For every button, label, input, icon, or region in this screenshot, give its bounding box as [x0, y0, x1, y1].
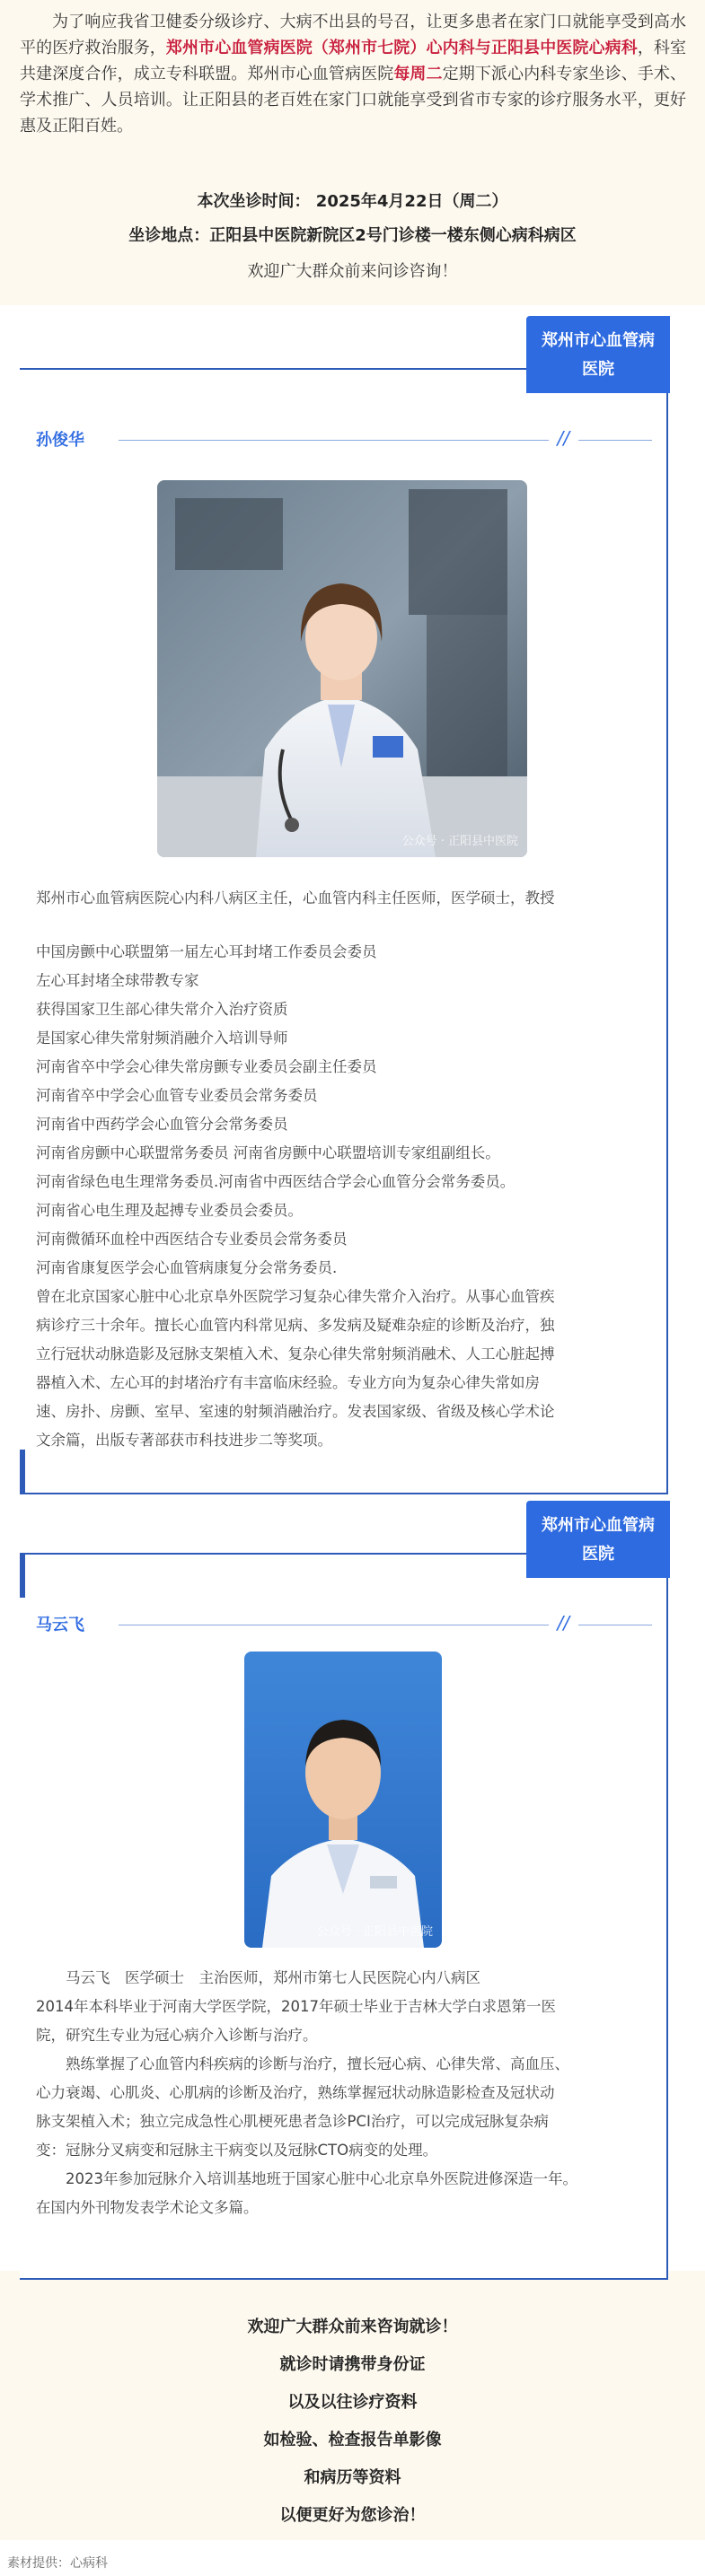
- bio-line: 心力衰竭、心肌炎、心肌病的诊断及治疗，熟练掌握冠状动脉造影检查及冠状动: [36, 2084, 555, 2101]
- hospital-tab-line1: 郑州市心血管病: [542, 1516, 655, 1535]
- doctor-name: 马云飞: [36, 1616, 84, 1634]
- section-left-marker: [20, 1553, 25, 1598]
- bio-line: 河南省心电生理及起搏专业委员会委员。: [36, 1202, 303, 1219]
- hospital-tab: [526, 1501, 670, 1578]
- bio-line: 中国房颤中心联盟第一届左心耳封堵工作委员会委员: [36, 943, 377, 960]
- divider-slash: //: [549, 1612, 578, 1634]
- doctor-section-ma: [20, 1516, 668, 2280]
- closing-line: 如检验、检查报告单影像: [263, 2431, 442, 2449]
- bio-line: 河南省中西药学会心血管分会常务委员: [36, 1116, 288, 1133]
- intro-text-1: 为了响应我省卫健委分级诊疗、大病不出县的号召，让更多患者在家门口就能享受到高水平的医疗救治服务，: [20, 13, 686, 57]
- doctor-portrait-image: [244, 1652, 442, 1948]
- bio-line: 变：冠脉分叉病变和冠脉主干病变以及冠脉CTO病变的处理。: [36, 2142, 438, 2159]
- closing-line: 就诊时请携带身份证: [279, 2355, 426, 2374]
- closing-message: [0, 2309, 705, 2535]
- photo-watermark: 公众号 · 正阳县中医院: [316, 1925, 433, 1939]
- bio-line: 2014年本科毕业于河南大学医学院，2017年硕士毕业于吉林大学白求恩第一医: [36, 1998, 556, 2015]
- hospital-tab-line2: 医院: [582, 1545, 614, 1564]
- hospital-tab-line1: 郑州市心血管病: [542, 331, 655, 350]
- bio-line: 马云飞 医学硕士 主治医师，郑州市第七人民医院心内八病区: [36, 1969, 480, 1986]
- bio-line: 左心耳封堵全球带教专家: [36, 972, 199, 989]
- intro-text-2: ，科室共建深度合作，成立专科联盟。郑州市心血管病医院: [20, 39, 687, 83]
- closing-line: 以便更好为您诊治！: [279, 2506, 426, 2525]
- closing-line: 和病历等资料: [304, 2468, 401, 2487]
- bio-line: 郑州市心血管病医院心内科八病区主任，心血管内科主任医师，医学硕士，教授: [36, 889, 555, 907]
- bio-line: 速、房扑、房颤、室早、室速的射频消融治疗。发表国家级、省级及核心学术论: [36, 1403, 555, 1420]
- source-credit: 素材提供：心病科: [7, 2556, 108, 2571]
- intro-text-3: 定期下派心内科专家坐诊、手术、学术推广、人员培训。让正阳县的老百姓在家门口就能享受到省市专家的诊疗服务水平，更好惠及正阳百姓。: [20, 65, 687, 136]
- doctor-bio-sun: [36, 884, 656, 1455]
- doctor-bio-ma: [36, 1964, 656, 2222]
- bio-line: 曾在北京国家心脏中心北京阜外医院学习复杂心律失常介入治疗。从事心血管疾: [36, 1288, 555, 1305]
- photo-watermark: 公众号 · 正阳县中医院: [401, 835, 518, 848]
- bio-line: 河南省卒中学会心律失常房颤专业委员会副主任委员: [36, 1058, 377, 1075]
- bio-line: 河南省房颤中心联盟常务委员 河南省房颤中心联盟培训专家组副组长。: [36, 1144, 500, 1161]
- bio-line: 河南省卒中学会心血管专业委员会常务委员: [36, 1087, 318, 1104]
- bio-line: 立行冠状动脉造影及冠脉支架植入术、复杂心律失常射频消融术、人工心脏起搏: [36, 1345, 555, 1362]
- closing-line: 以及以往诊疗资料: [287, 2393, 418, 2412]
- intro-highlight-tuesday: 每周二: [393, 65, 443, 83]
- bio-line: 河南省绿色电生理常务委员.河南省中西医结合学会心血管分会常务委员。: [36, 1173, 516, 1190]
- visit-place: 坐诊地点：正阳县中医院新院区2号门诊楼一楼东侧心病科病区: [128, 226, 577, 245]
- doctor-section-sun: [20, 331, 668, 1494]
- bio-line: 是国家心律失常射频消融介入培训导师: [36, 1030, 288, 1047]
- doctor-photo-ma: [244, 1652, 442, 1948]
- bio-line: 病诊疗三十余年。擅长心血管内科常见病、多发病及疑难杂症的诊断及治疗，独: [36, 1317, 555, 1334]
- bio-line: 院，研究生专业为冠心病介入诊断与治疗。: [36, 2027, 318, 2044]
- bio-gap: [36, 913, 656, 938]
- bio-line: 在国内外刊物发表学术论文多篇。: [36, 2199, 259, 2216]
- doctor-name: 孙俊华: [36, 431, 84, 450]
- intro-paragraph: [20, 9, 686, 139]
- bio-line: 2023年参加冠脉介入培训基地班于国家心脏中心北京阜外医院进修深造一年。: [36, 2170, 577, 2187]
- intro-highlight-hospitals: 郑州市心血管病医院（郑州市七院）心内科与正阳县中医院心病科: [165, 39, 638, 57]
- divider-slash: //: [549, 427, 578, 449]
- hospital-tab-line2: 医院: [582, 360, 614, 379]
- bio-line: 获得国家卫生部心律失常介入治疗资质: [36, 1001, 288, 1018]
- hospital-tab: [526, 316, 670, 393]
- bio-line: 文余篇，出版专著部获市科技进步二等奖项。: [36, 1432, 332, 1449]
- bio-line: 脉支架植入术；独立完成急性心肌梗死患者急诊PCI治疗，可以完成冠脉复杂病: [36, 2113, 549, 2130]
- doctor-photo-sun: [157, 480, 527, 857]
- section-left-marker: [20, 1450, 25, 1494]
- bio-line: 河南省康复医学会心血管病康复分会常务委员.: [36, 1259, 338, 1276]
- closing-line: 欢迎广大群众前来咨询就诊！: [247, 2318, 458, 2336]
- visit-time: 本次坐诊时间： 2025年4月22日（周二）: [197, 192, 508, 211]
- bio-line: 河南微循环血栓中西医结合专业委员会常务委员: [36, 1231, 348, 1248]
- welcome-text: 欢迎广大群众前来问诊咨询！: [247, 262, 458, 281]
- doctor-portrait-image: [157, 480, 527, 857]
- bio-line: 熟练掌握了心血管内科疾病的诊断与治疗，擅长冠心病、心律失常、高血压、: [36, 2055, 569, 2072]
- bio-line: 器植入术、左心耳的封堵治疗有丰富临床经验。专业方向为复杂心律失常如房: [36, 1374, 540, 1391]
